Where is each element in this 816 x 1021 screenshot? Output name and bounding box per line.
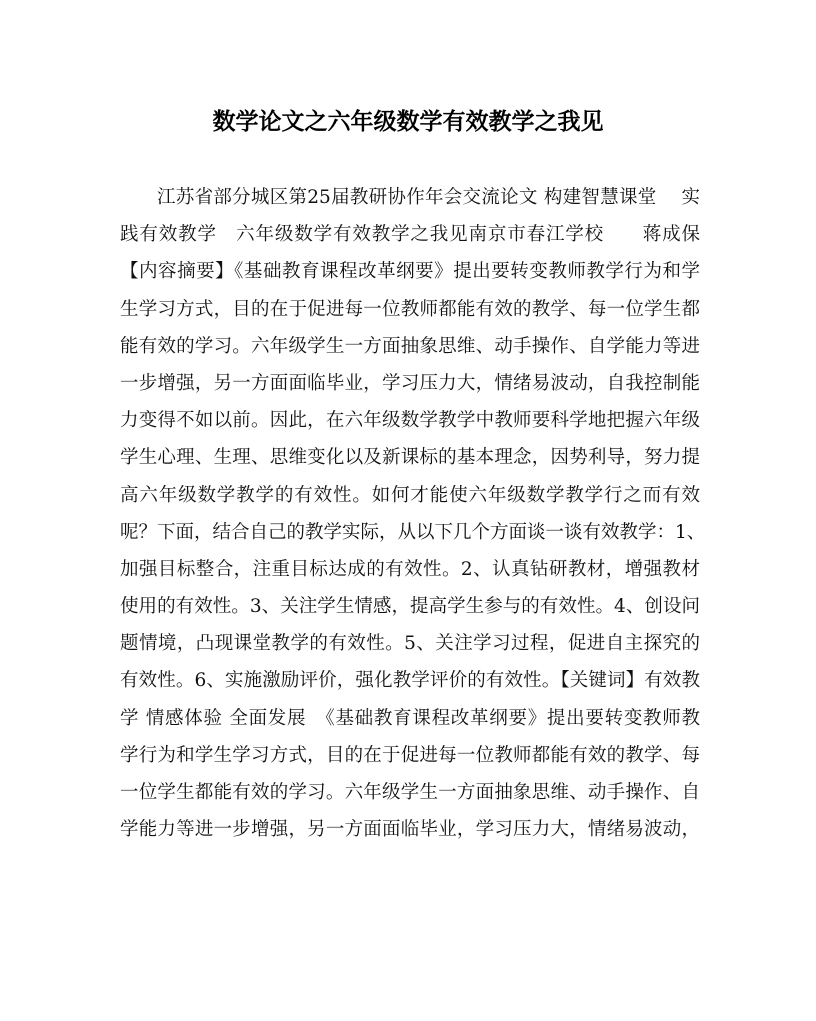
body-line: 使用的有效性。3、关注学生情感，提高学生参与的有效性。4、创设问 bbox=[120, 596, 700, 618]
body-line: 加强目标整合，注重目标达成的有效性。2、认真钻研教材，增强教材 bbox=[120, 558, 700, 580]
body-line: 学能力等进一步增强，另一方面面临毕业，学习压力大，情绪易波动， bbox=[120, 819, 700, 841]
body-line: 学生心理、生理、思维变化以及新课标的基本理念，因势利导，努力提 bbox=[120, 447, 700, 469]
body-line: 生学习方式，目的在于促进每一位教师都能有效的教学、每一位学生都 bbox=[120, 298, 700, 320]
body-line: 高六年级数学教学的有效性。如何才能使六年级数学教学行之而有效 bbox=[120, 484, 700, 506]
body-line: 一位学生都能有效的学习。六年级学生一方面抽象思维、动手操作、自 bbox=[120, 782, 700, 803]
body-line: 力变得不如以前。因此，在六年级数学教学中教师要科学地把握六年级 bbox=[120, 410, 700, 432]
body-line: 江苏省部分城区第25届教研协作年会交流论文 构建智慧课堂 实 bbox=[157, 187, 700, 208]
document-body bbox=[120, 179, 706, 848]
body-line: 学行为和学生学习方式，目的在于促进每一位教师都能有效的教学、每 bbox=[120, 744, 700, 766]
body-line: 有效性。6、实施激励评价，强化教学评价的有效性。【关键词】有效教 bbox=[120, 670, 700, 692]
document-title: 数学论文之六年级数学有效教学之我见 bbox=[212, 108, 604, 135]
body-line: 呢？下面，结合自己的教学实际，从以下几个方面谈一谈有效教学：1、 bbox=[120, 521, 706, 543]
body-line: 学 情感体验 全面发展 《基础教育课程改革纲要》提出要转变教师教 bbox=[120, 707, 700, 729]
body-line: 践有效教学 六年级数学有效教学之我见南京市春江学校 蒋成保 bbox=[120, 224, 700, 246]
body-line: 【内容摘要】《基础教育课程改革纲要》提出要转变教师教学行为和学 bbox=[120, 261, 700, 283]
body-line: 能有效的学习。六年级学生一方面抽象思维、动手操作、自学能力等进 bbox=[120, 335, 700, 357]
body-line: 题情境，凸现课堂教学的有效性。5、关注学习过程，促进自主探究的 bbox=[120, 633, 700, 655]
body-line: 一步增强，另一方面面临毕业，学习压力大，情绪易波动，自我控制能 bbox=[120, 372, 700, 394]
